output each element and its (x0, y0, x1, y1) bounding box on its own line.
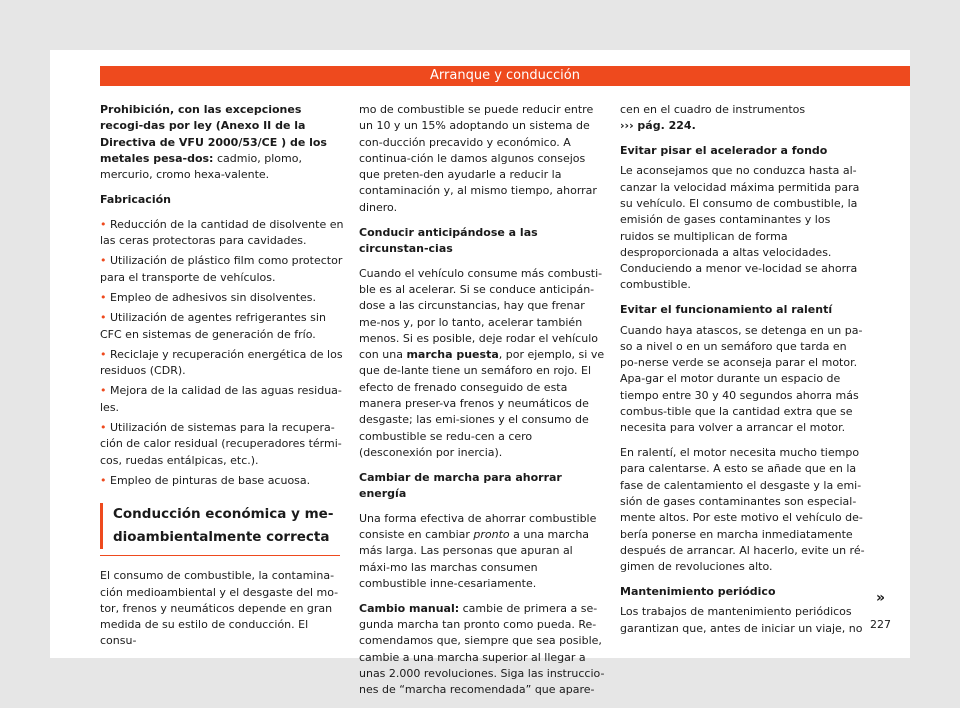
continue-arrow-icon: » (876, 590, 886, 606)
heavy-metals-text: cadmio, plomo, mercurio, cromo hexa-valente. (100, 151, 302, 182)
anticipation-paragraph: Cuando el vehículo consume más combusti-ble es al acelerar. Si se conduce anticipán-dose a las circunstancias, hay que frenar me-nos y, por lo tanto, acelerar también menos. Si es posible, deje rodar el vehículo con una marcha puesta, por ejemplo, si ve que de-lante tiene un semáforo en rojo. El efecto de frenado conseguido de esta manera preser-va frenos y neumáticos de desgaste; las emi-siones y el consumo de combustible se redu-cen a cero (desconexión por inercia). (359, 266, 605, 459)
instrument-ref-paragraph: cen en el cuadro de instrumentos ››› pág. 224. (620, 103, 806, 133)
bullet-item: • Utilización de plástico film como protector para el transporte de vehículos. (100, 254, 343, 284)
bullet-item: • Utilización de sistemas para la recupera-ción de calor residual (recuperadores térmi-cos, ruedas entálpicas, etc.). (100, 421, 342, 467)
chapter-header: Arranque y conducción (100, 66, 910, 86)
bullet-icon: • (100, 311, 107, 325)
bullet-item: • Utilización de agentes refrigerantes sin CFC en sistemas de generación de frío. (100, 311, 326, 341)
bullet-item: • Mejora de la calidad de las aguas residua-les. (100, 384, 342, 414)
heavy-metals-paragraph (100, 102, 346, 183)
manual-gear-paragraph: Cambio manual: cambie de primera a se-gunda marcha tan pronto como pueda. Re-comendamos que, siempre que sea posible, cambie a una marcha superior al llegar a unas 2.000 revoluciones. Siga las instruccio-nes de “marcha recomendada” que apare- (359, 601, 605, 697)
idle-paragraph: Cuando haya atascos, se detenga en un pa-so a nivel o en un semáforo que tarda en po-nerse verde se aconseja parar el motor. Apa-gar el motor durante un espacio de tiempo entre 30 y 40 segundos ahorra más combus-tible que la cantidad extra que se necesita para volver a arrancar el motor. (620, 323, 863, 435)
bullet-icon: • (100, 217, 107, 231)
column-middle (359, 102, 605, 699)
gear-change-heading: Cambiar de marcha para ahorrar energía (359, 470, 562, 501)
heavy-metals-heading: Prohibición, con las excepciones recogi-das por ley (Anexo II de la Directiva de VFU 2000/53/CE ) de los metales pesa-dos: (100, 103, 327, 165)
fabricacion-heading: Fabricación (100, 192, 171, 206)
bullet-icon: • (100, 254, 107, 268)
column-left (100, 102, 346, 650)
gear-change-paragraph: Una forma efectiva de ahorrar combustible consiste en cambiar pronto a una marcha más larga. Las personas que apuran al máxi-mo las marchas consumen combustible inne-cesariamente. (359, 511, 597, 591)
maintenance-heading: Mantenimiento periódico (620, 585, 776, 599)
bullet-icon: • (100, 473, 107, 487)
document-page (50, 50, 910, 697)
idle-heading: Evitar el funcionamiento al ralentí (620, 303, 833, 317)
section-intro-paragraph: El consumo de combustible, la contamina-ción medioambiental y el desgaste del mo-tor, frenos y neumáticos depende en gran medida de su estilo de conducción. El consu- (100, 569, 339, 648)
column-right (620, 102, 866, 637)
maintenance-paragraph: Los trabajos de mantenimiento periódicos garantizan que, antes de iniciar un viaje, no (620, 605, 863, 635)
section-title: Conducción económica y me-dioambientalmente correcta (100, 503, 346, 549)
page-number: 227 (870, 618, 891, 631)
bullet-icon: • (100, 290, 107, 304)
full-throttle-heading: Evitar pisar el acelerador a fondo (620, 144, 828, 158)
full-throttle-paragraph: Le aconsejamos que no conduzca hasta al-canzar la velocidad máxima permitida para su vehículo. El consumo de combustible, la emisión de gases contaminantes y los ruidos se multiplican de forma desproporcionada a altas velocidades. Conduciendo a menor ve-locidad se ahorra combustible. (620, 164, 860, 292)
anticipation-heading: Conducir anticipándose a las circunstan-cias (359, 225, 538, 255)
page-reference-link[interactable]: ››› pág. 224 (620, 119, 692, 133)
section-divider (100, 555, 340, 556)
bullet-icon: • (100, 421, 107, 435)
idle-warmup-paragraph: En ralentí, el motor necesita mucho tiempo para calentarse. A esto se añade que en la fase de calentamiento el desgaste y la emi-sión de gases contaminantes son especial-mente altos. Por este motivo el vehículo de-bería ponerse en marcha inmediatamente después de arrancar. Al hacerlo, evite un ré-gimen de revoluciones alto. (620, 446, 865, 574)
intro-paragraph: mo de combustible se puede reducir entre un 10 y un 15% adoptando un sistema de con-ducción precavido y económico. A continua-ción le damos algunos consejos que preten-den ayudarle a reducir la contaminación y, al mismo tiempo, ahorrar dinero. (359, 103, 597, 214)
bullet-item: • Empleo de pinturas de base acuosa. (100, 473, 311, 487)
bullet-item: • Reciclaje y recuperación energética de los residuos (CDR). (100, 347, 343, 378)
bullet-item: • Empleo de adhesivos sin disolventes. (100, 290, 317, 304)
bullet-icon: • (100, 384, 107, 398)
bullet-icon: • (100, 347, 107, 361)
bullet-item: • Reducción de la cantidad de disolvente en las ceras protectoras para cavidades. (100, 217, 344, 248)
